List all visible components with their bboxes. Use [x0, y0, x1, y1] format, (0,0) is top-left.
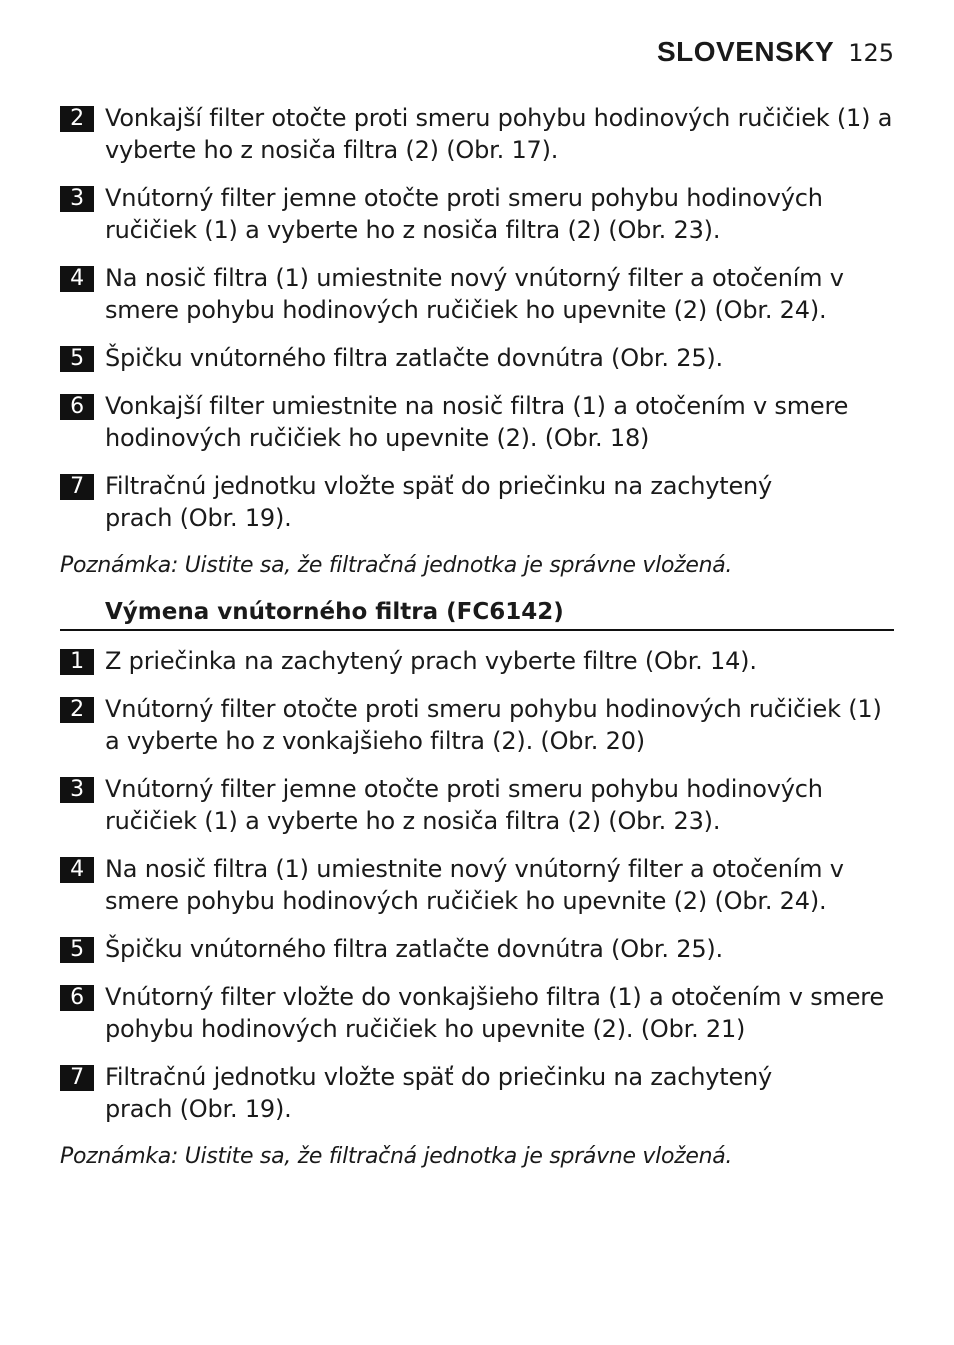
step-item [60, 773, 894, 837]
step-text-line: Vonkajší filter umiestnite na nosič filtra (1) a otočením v smere [105, 392, 849, 420]
step-number-badge: 6 [60, 985, 94, 1011]
step-number-badge: 1 [60, 649, 94, 675]
page-content [60, 102, 894, 1187]
step-text-line: Na nosič filtra (1) umiestnite nový vnútorný filter a otočením v [105, 855, 844, 883]
step-text-line: Na nosič filtra (1) umiestnite nový vnútorný filter a otočením v [105, 264, 844, 292]
step-text-line: prach (Obr. 19). [105, 504, 292, 532]
step-number-badge: 5 [60, 346, 94, 372]
step-item [60, 470, 894, 534]
step-text-line: ručičiek (1) a vyberte ho z nosiča filtra (2) (Obr. 23). [105, 216, 721, 244]
step-text-line: Filtračnú jednotku vložte späť do priečinku na zachytený [105, 472, 773, 500]
step-item [60, 981, 894, 1045]
step-text-line: Filtračnú jednotku vložte späť do priečinku na zachytený [105, 1063, 773, 1091]
page-number: 125 [848, 39, 894, 67]
language-label: SLOVENSKY [656, 36, 835, 67]
step-number-badge: 7 [60, 1065, 94, 1091]
step-text-line: pohybu hodinových ručičiek ho upevnite (2). (Obr. 21) [105, 1015, 746, 1043]
step-item [60, 693, 894, 757]
step-text-line: Vonkajší filter otočte proti smeru pohybu hodinových ručičiek (1) a [105, 104, 893, 132]
step-text-line: smere pohybu hodinových ručičiek ho upevnite (2) (Obr. 24). [105, 887, 827, 915]
step-number-badge: 3 [60, 186, 94, 212]
step-item [60, 1061, 894, 1125]
note-text: Poznámka: Uistite sa, že filtračná jednotka je správne vložená. [60, 1144, 733, 1169]
step-number-badge: 2 [60, 106, 94, 132]
step-text-line: Z priečinka na zachytený prach vyberte filtre (Obr. 14). [105, 647, 757, 675]
step-number-badge: 4 [60, 266, 94, 292]
step-item [60, 342, 894, 374]
step-item [60, 262, 894, 326]
step-number-badge: 2 [60, 697, 94, 723]
step-number-badge: 6 [60, 394, 94, 420]
step-item [60, 390, 894, 454]
step-text-line: ručičiek (1) a vyberte ho z nosiča filtra (2) (Obr. 23). [105, 807, 721, 835]
step-text-line: a vyberte ho z vonkajšieho filtra (2). (Obr. 20) [105, 727, 645, 755]
step-number-badge: 5 [60, 937, 94, 963]
step-text-line: hodinových ručičiek ho upevnite (2). (Obr. 18) [105, 424, 650, 452]
step-text-line: smere pohybu hodinových ručičiek ho upevnite (2) (Obr. 24). [105, 296, 827, 324]
step-text-line: Špičku vnútorného filtra zatlačte dovnútra (Obr. 25). [105, 344, 723, 372]
step-item [60, 102, 894, 166]
step-item [60, 853, 894, 917]
step-text-line: Vnútorný filter otočte proti smeru pohybu hodinových ručičiek (1) [105, 695, 882, 723]
note-text: Poznámka: Uistite sa, že filtračná jednotka je správne vložená. [60, 553, 733, 578]
step-text-line: vyberte ho z nosiča filtra (2) (Obr. 17). [105, 136, 559, 164]
page-header [657, 36, 894, 68]
step-text-line: Vnútorný filter vložte do vonkajšieho filtra (1) a otočením v smere [105, 983, 884, 1011]
step-text-line: Špičku vnútorného filtra zatlačte dovnútra (Obr. 25). [105, 935, 723, 963]
step-number-badge: 4 [60, 857, 94, 883]
step-item [60, 645, 894, 677]
step-text-line: Vnútorný filter jemne otočte proti smeru pohybu hodinových [105, 184, 823, 212]
step-text-line: prach (Obr. 19). [105, 1095, 292, 1123]
step-text-line: Vnútorný filter jemne otočte proti smeru pohybu hodinových [105, 775, 823, 803]
step-item [60, 933, 894, 965]
section-title: Výmena vnútorného filtra (FC6142) [60, 596, 894, 631]
step-number-badge: 7 [60, 474, 94, 500]
step-number-badge: 3 [60, 777, 94, 803]
step-item [60, 182, 894, 246]
